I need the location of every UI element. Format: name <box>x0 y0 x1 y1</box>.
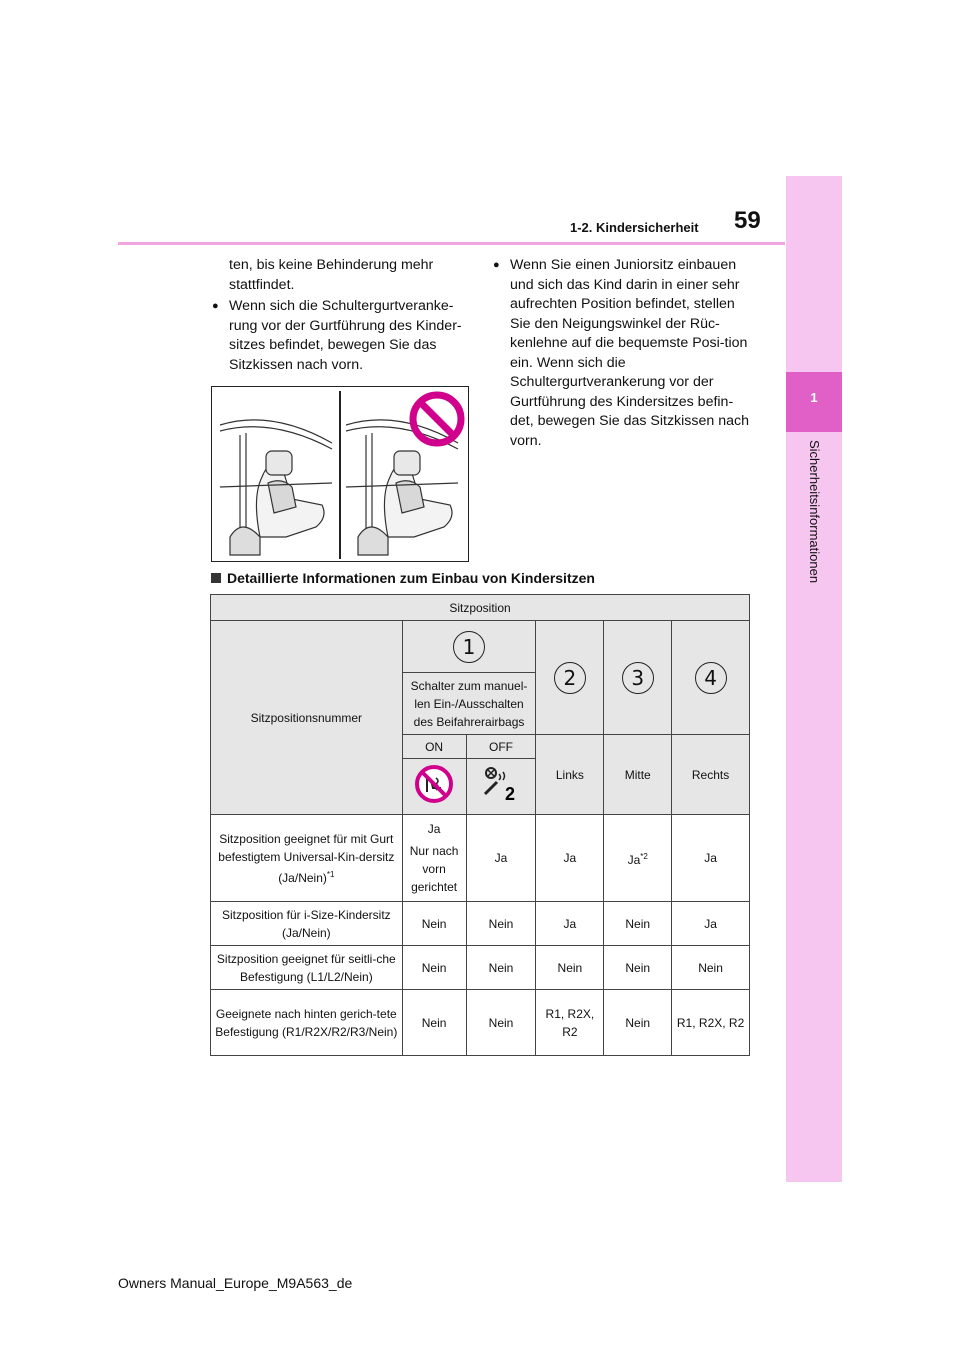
row1-label <box>211 815 403 902</box>
row4-links: R1, R2X, R2 <box>536 990 604 1056</box>
side-strip <box>786 176 842 1182</box>
table-row <box>211 902 750 946</box>
row4-label: Geeignete nach hinten gerich-tete Befestigung (R1/R2X/R2/R3/Nein) <box>211 990 403 1056</box>
row1-on-a: Ja <box>427 822 441 836</box>
row1-rechts: Ja <box>672 815 750 902</box>
row4-on: Nein <box>402 990 466 1056</box>
seat-illustration <box>211 386 469 562</box>
page-number: 59 <box>734 207 761 234</box>
section-title: 1-2. Kindersicherheit <box>570 220 699 235</box>
pos1-circle: 1 <box>453 631 485 663</box>
row1-label-text: Sitzposition geeignet für mit Gurt befestigtem Universal-Kin-dersitz (Ja/Nein) <box>218 831 395 885</box>
row1-mitte-sup: *2 <box>640 851 648 861</box>
row2-links: Ja <box>536 902 604 946</box>
airbag-off-icon-cell <box>402 759 466 815</box>
table-header-sitzpositionsnummer: Sitzpositionsnummer <box>211 621 403 815</box>
left-paragraph: ten, bis keine Behinderung mehr stattfindet. <box>229 257 434 293</box>
right-bullet <box>510 256 750 451</box>
pos1-cell <box>402 621 536 673</box>
airbag-on-icon-cell <box>466 759 536 815</box>
table-row <box>211 815 750 902</box>
row1-links: Ja <box>536 815 604 902</box>
mitte-label: Mitte <box>604 735 672 815</box>
seat-illustration-svg <box>212 387 468 561</box>
subheading-text: Detaillierte Informationen zum Einbau von Kindersitzen <box>227 570 595 586</box>
row3-mitte: Nein <box>604 946 672 990</box>
row3-rechts: Nein <box>672 946 750 990</box>
row1-mitte-text: Ja <box>627 852 641 867</box>
airbag-off-icon <box>414 764 454 804</box>
subheading-square-icon <box>211 573 221 583</box>
row3-links: Nein <box>536 946 604 990</box>
table-row <box>211 946 750 990</box>
airbag-on-icon <box>479 764 523 804</box>
row4-mitte: Nein <box>604 990 672 1056</box>
off-label: OFF <box>466 735 536 759</box>
svg-text:2: 2 <box>505 784 516 804</box>
row4-rechts: R1, R2X, R2 <box>672 990 750 1056</box>
pos4-circle: 4 <box>695 662 727 694</box>
row2-rechts: Ja <box>672 902 750 946</box>
right-bullet-text: Wenn Sie einen Juniorsitz einbauen und sich das Kind darin in einer sehr aufrechten Position befindet, stellen Sie den Neigungswinkel der Rüc-kenlehne auf die bequemste Posi-tion ein. Wenn sich die Schultergurtverankerung vor der Gurtführung des Kindersitzes befin-det, bewegen Sie das Sitzkissen nach vorn. <box>510 257 749 449</box>
left-bullet <box>229 297 467 375</box>
row4-off: Nein <box>466 990 536 1056</box>
row3-on: Nein <box>402 946 466 990</box>
prohibited-icon <box>413 395 461 443</box>
row2-mitte: Nein <box>604 902 672 946</box>
on-label: ON <box>402 735 466 759</box>
row1-on-b: Nur nach vorn gerichtet <box>409 844 459 894</box>
table-row <box>211 595 750 621</box>
table-header-sitzposition: Sitzposition <box>211 595 750 621</box>
subheading <box>211 570 595 586</box>
chapter-label-container <box>806 440 826 600</box>
table-row <box>211 621 750 673</box>
row3-off: Nein <box>466 946 536 990</box>
switch-label: Schalter zum manuel-len Ein-/Ausschalten des Beifahrerairbags <box>402 673 536 735</box>
pos3-circle: 3 <box>622 662 654 694</box>
row1-mitte <box>604 815 672 902</box>
chapter-label: Sicherheitsinformationen <box>807 440 822 584</box>
pos2-cell <box>536 621 604 735</box>
footer-doc-id: Owners Manual_Europe_M9A563_de <box>118 1275 353 1291</box>
chapter-number: 1 <box>810 390 818 405</box>
seat-position-table <box>210 594 750 1056</box>
row1-off: Ja <box>466 815 536 902</box>
row2-on: Nein <box>402 902 466 946</box>
row2-off: Nein <box>466 902 536 946</box>
left-bullet-text: Wenn sich die Schultergurtveranke-rung vor der Gurtführung des Kinder-sitzes befindet, bewegen Sie das Sitzkissen nach vorn. <box>229 298 462 373</box>
row1-label-sup: *1 <box>326 869 335 879</box>
row2-label: Sitzposition für i-Size-Kindersitz (Ja/Nein) <box>211 902 403 946</box>
pos2-circle: 2 <box>554 662 586 694</box>
row1-on <box>402 815 466 902</box>
pos3-cell <box>604 621 672 735</box>
links-label: Links <box>536 735 604 815</box>
table-row <box>211 990 750 1056</box>
pos4-cell <box>672 621 750 735</box>
rechts-label: Rechts <box>672 735 750 815</box>
header-rule <box>118 242 785 245</box>
row3-label: Sitzposition geeignet für seitli-che Befestigung (L1/L2/Nein) <box>211 946 403 990</box>
